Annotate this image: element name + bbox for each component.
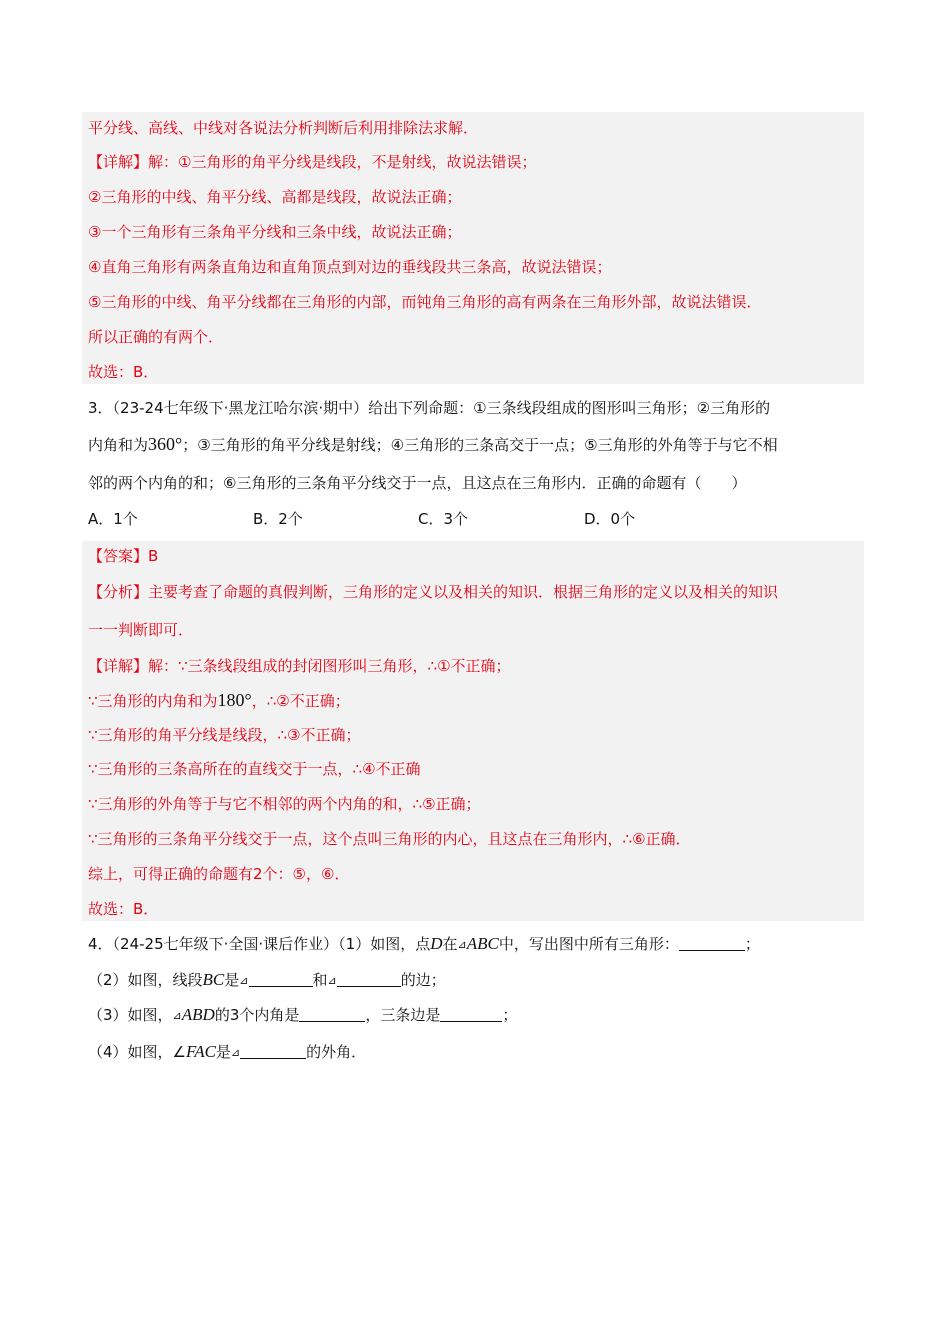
text: ，∴②不正确；	[251, 692, 350, 710]
text: ；③三角形的角平分线是射线；④三角形的三条高交于一点；⑤三角形的外角等于与它不相	[182, 436, 778, 454]
text-line: ④直角三角形有两条直角边和直角顶点到对边的垂线段共三条高，故说法错误；	[88, 258, 612, 276]
answer-blank[interactable]	[249, 972, 313, 987]
question-4-line-2	[88, 970, 446, 991]
text: 的3个内角是	[214, 1006, 300, 1024]
answer-blank[interactable]	[337, 972, 401, 987]
option-a: A．1个	[88, 510, 138, 528]
text: 是	[224, 971, 240, 989]
text: 内角和为	[88, 436, 149, 454]
triangle-symbol: ⊿	[230, 1046, 241, 1059]
summary-line: 综上，可得正确的命题有2个：⑤，⑥．	[88, 865, 350, 883]
question-3-line: 邻的两个内角的和；⑥三角形的三条角平分线交于一点，且这点在三角形内．正确的命题有（ ）	[88, 474, 747, 492]
detail-line: ∵三角形的三条角平分线交于一点，这个点叫三角形的内心，且这点在三角形内，∴⑥正确．	[88, 830, 691, 848]
text: 的边；	[400, 971, 446, 989]
text-line: 平分线、高线、中线对各说法分析判断后利用排除法求解．	[88, 119, 479, 137]
triangle-symbol: ⊿	[239, 974, 249, 987]
math-value: 360°	[148, 434, 183, 454]
math-var-abd: ABD	[181, 1005, 215, 1024]
text: 的外角．	[306, 1043, 367, 1061]
text-line: ⑤三角形的中线、角平分线都在三角形的内部，而钝角三角形的高有两条在三角形外部，故说法错误．	[88, 293, 762, 311]
option-b: B．2个	[253, 510, 303, 528]
text: 是	[215, 1043, 231, 1061]
text: ；	[502, 1006, 518, 1024]
angle-symbol: ∠	[172, 1043, 186, 1061]
triangle-symbol: ⊿	[327, 974, 337, 987]
math-var-abc: ABC	[466, 934, 499, 953]
math-value: 180°	[217, 690, 252, 710]
question-3-line: 3．（23-24七年级下·黑龙江哈尔滨·期中）给出下列命题：①三条线段组成的图形叫三角形；②三角形的	[88, 399, 771, 417]
analysis-line: 一一判断即可．	[88, 621, 194, 639]
text-line: 故选：B．	[88, 363, 159, 381]
detail-line: ∵三角形的外角等于与它不相邻的两个内角的和，∴⑤正确；	[88, 795, 481, 813]
option-d: D．0个	[584, 510, 636, 528]
choice-line: 故选：B．	[88, 900, 159, 918]
text-line: ②三角形的中线、角平分线、高都是线段，故说法正确；	[88, 188, 462, 206]
analysis-line: 【分析】主要考查了命题的真假判断，三角形的定义以及相关的知识．根据三角形的定义以及相关的知识	[88, 583, 779, 601]
detail-line: 【详解】解：∵三条线段组成的封闭图形叫三角形，∴①不正确；	[88, 657, 511, 675]
math-var-bc: BC	[202, 970, 225, 989]
math-var-d: D	[430, 934, 443, 953]
text: 中，写出图中所有三角形：	[498, 935, 679, 953]
text: ∵三角形的内角和为	[88, 692, 218, 710]
text: （2）如图，线段	[88, 971, 203, 989]
answer-blank[interactable]	[240, 1044, 306, 1059]
answer-blank[interactable]	[440, 1007, 502, 1022]
text-line: ③一个三角形有三条角平分线和三条中线，故说法正确；	[88, 223, 462, 241]
detail-line: ∵三角形的三条高所在的直线交于一点，∴④不正确	[88, 760, 421, 778]
text: ；	[744, 935, 760, 953]
text: 在	[442, 935, 458, 953]
detail-line: ∵三角形的角平分线是线段，∴③不正确；	[88, 726, 361, 744]
answer-blank[interactable]	[679, 936, 745, 951]
question-3-line	[88, 434, 778, 455]
triangle-symbol: ⊿	[457, 938, 467, 951]
question-4-line-3	[88, 1005, 517, 1026]
text: （3）如图，	[88, 1006, 173, 1024]
text-line: 所以正确的有两个．	[88, 328, 224, 346]
triangle-symbol: ⊿	[172, 1009, 182, 1022]
text: 和	[312, 971, 328, 989]
detail-line	[88, 690, 350, 711]
text-line: 【详解】解：①三角形的角平分线是线段，不是射线，故说法错误；	[88, 153, 537, 171]
question-4-line-1	[88, 934, 760, 955]
answer-line: 【答案】B	[88, 547, 159, 565]
option-c: C．3个	[418, 510, 469, 528]
answer-blank[interactable]	[299, 1007, 365, 1022]
text: （4）如图，	[88, 1043, 173, 1061]
question-4-line-4	[88, 1042, 366, 1063]
math-var-fac: FAC	[186, 1042, 216, 1061]
text: 4．（24-25七年级下·全国·课后作业）（1）如图，点	[88, 935, 431, 953]
text: ，三条边是	[365, 1006, 441, 1024]
